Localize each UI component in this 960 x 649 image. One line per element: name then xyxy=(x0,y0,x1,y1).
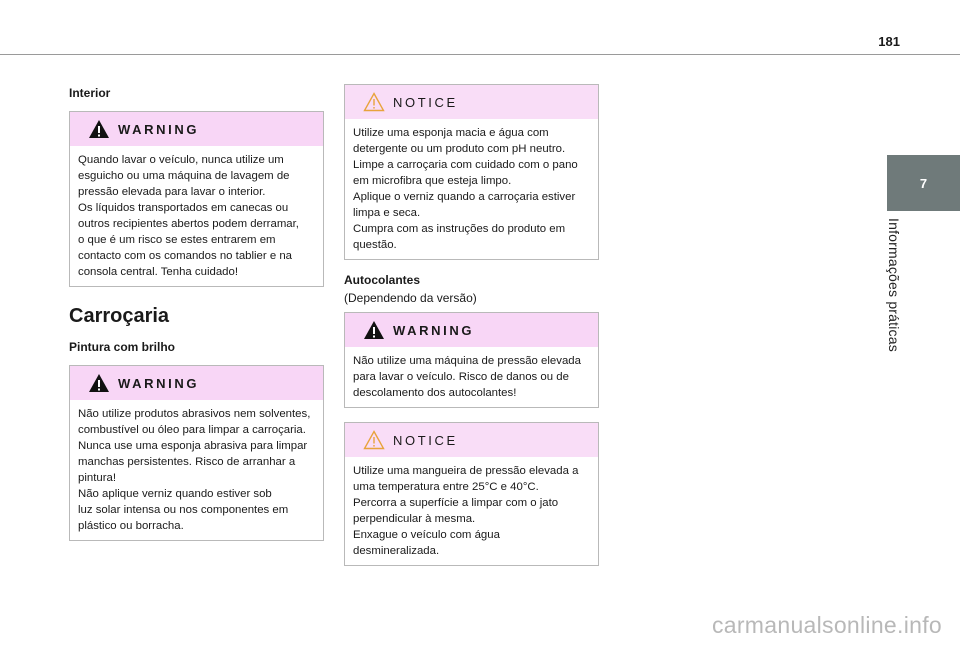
text-line: uma temperatura entre 25°C e 40°C. xyxy=(353,481,539,493)
text-line: perpendicular à mesma. xyxy=(353,513,476,525)
text-line: Aplique o verniz quando a carroçaria estiver xyxy=(353,191,576,203)
warning-label: WARNING xyxy=(393,322,475,338)
text-line: Limpe a carroçaria com cuidado com o pano xyxy=(353,159,578,171)
chapter-tab[interactable] xyxy=(887,155,960,211)
notice-text xyxy=(345,457,598,565)
text-line: o que é um risco se estes entrarem em xyxy=(78,234,276,246)
warning-icon xyxy=(88,119,110,139)
text-line: Não utilize produtos abrasivos nem solventes, xyxy=(78,408,311,420)
text-line: consola central. Tenha cuidado! xyxy=(78,266,239,278)
chapter-title: Informações práticas xyxy=(886,218,902,352)
text-line: luz solar intensa ou nos componentes em xyxy=(78,504,289,516)
paint-heading: Pintura com brilho xyxy=(69,340,176,354)
stickers-note: (Dependendo da versão) xyxy=(344,291,477,305)
text-line: pintura! xyxy=(78,472,116,484)
warning-label: WARNING xyxy=(118,375,200,391)
text-line: Utilize uma esponja macia e água com xyxy=(353,127,549,139)
page-number: 181 xyxy=(878,34,900,49)
header-divider xyxy=(0,54,960,55)
text-line: Quando lavar o veículo, nunca utilize um xyxy=(78,154,284,166)
notice-label: NOTICE xyxy=(393,94,458,110)
text-line: esguicho ou uma máquina de lavagem de xyxy=(78,170,290,182)
text-line: contacto com os comandos no tablier e na xyxy=(78,250,293,262)
text-line: Não aplique verniz quando estiver sob xyxy=(78,488,272,500)
section-title: Carroçaria xyxy=(69,305,170,327)
stickers-heading: Autocolantes xyxy=(344,273,421,287)
warning-text xyxy=(70,400,323,540)
text-line: Enxague o veículo com água xyxy=(353,529,500,541)
watermark: carmanualsonline.info xyxy=(711,612,942,638)
notice-label: NOTICE xyxy=(393,432,458,448)
warning-header xyxy=(70,112,323,146)
warning-header xyxy=(345,313,598,347)
text-line: combustível ou óleo para limpar a carroçaria. xyxy=(78,424,306,436)
warning-box-paint xyxy=(69,365,324,541)
warning-header xyxy=(70,366,323,400)
warning-icon xyxy=(363,320,385,340)
text-line: para lavar o veículo. Risco de danos ou de xyxy=(353,371,569,383)
text-line: Os líquidos transportados em canecas ou xyxy=(78,202,289,214)
text-line: manchas persistentes. Risco de arranhar a xyxy=(78,456,296,468)
middle-column xyxy=(344,84,601,566)
notice-box-hose xyxy=(344,422,599,566)
text-line: Não utilize uma máquina de pressão elevada xyxy=(353,355,581,367)
text-line: em microfibra que esteja limpo. xyxy=(353,175,512,187)
text-line: plástico ou borracha. xyxy=(78,520,184,532)
text-line: Cumpra com as instruções do produto em xyxy=(353,223,566,235)
notice-header xyxy=(345,85,598,119)
notice-box-bodywork xyxy=(344,84,599,260)
text-line: outros recipientes abertos podem derramar, xyxy=(78,218,299,230)
warning-text xyxy=(70,146,323,286)
text-line: detergente ou um produto com pH neutro. xyxy=(353,143,566,155)
text-line: Utilize uma mangueira de pressão elevada a xyxy=(353,465,579,477)
notice-icon xyxy=(363,430,385,450)
notice-header xyxy=(345,423,598,457)
text-line: questão. xyxy=(353,239,397,251)
warning-icon xyxy=(88,373,110,393)
text-line: descolamento dos autocolantes! xyxy=(353,387,517,399)
warning-text xyxy=(345,347,598,407)
notice-text xyxy=(345,119,598,259)
warning-box-interior xyxy=(69,111,324,287)
text-line: Percorra a superfície a limpar com o jato xyxy=(353,497,559,509)
chapter-number: 7 xyxy=(919,175,928,191)
interior-heading: Interior xyxy=(69,86,111,100)
left-column xyxy=(69,86,326,541)
text-line: pressão elevada para lavar o interior. xyxy=(78,186,266,198)
text-line: limpa e seca. xyxy=(353,207,421,219)
text-line: desmineralizada. xyxy=(353,545,440,557)
notice-icon xyxy=(363,92,385,112)
warning-label: WARNING xyxy=(118,121,200,137)
warning-box-stickers xyxy=(344,312,599,408)
text-line: Nunca use uma esponja abrasiva para limpar xyxy=(78,440,308,452)
